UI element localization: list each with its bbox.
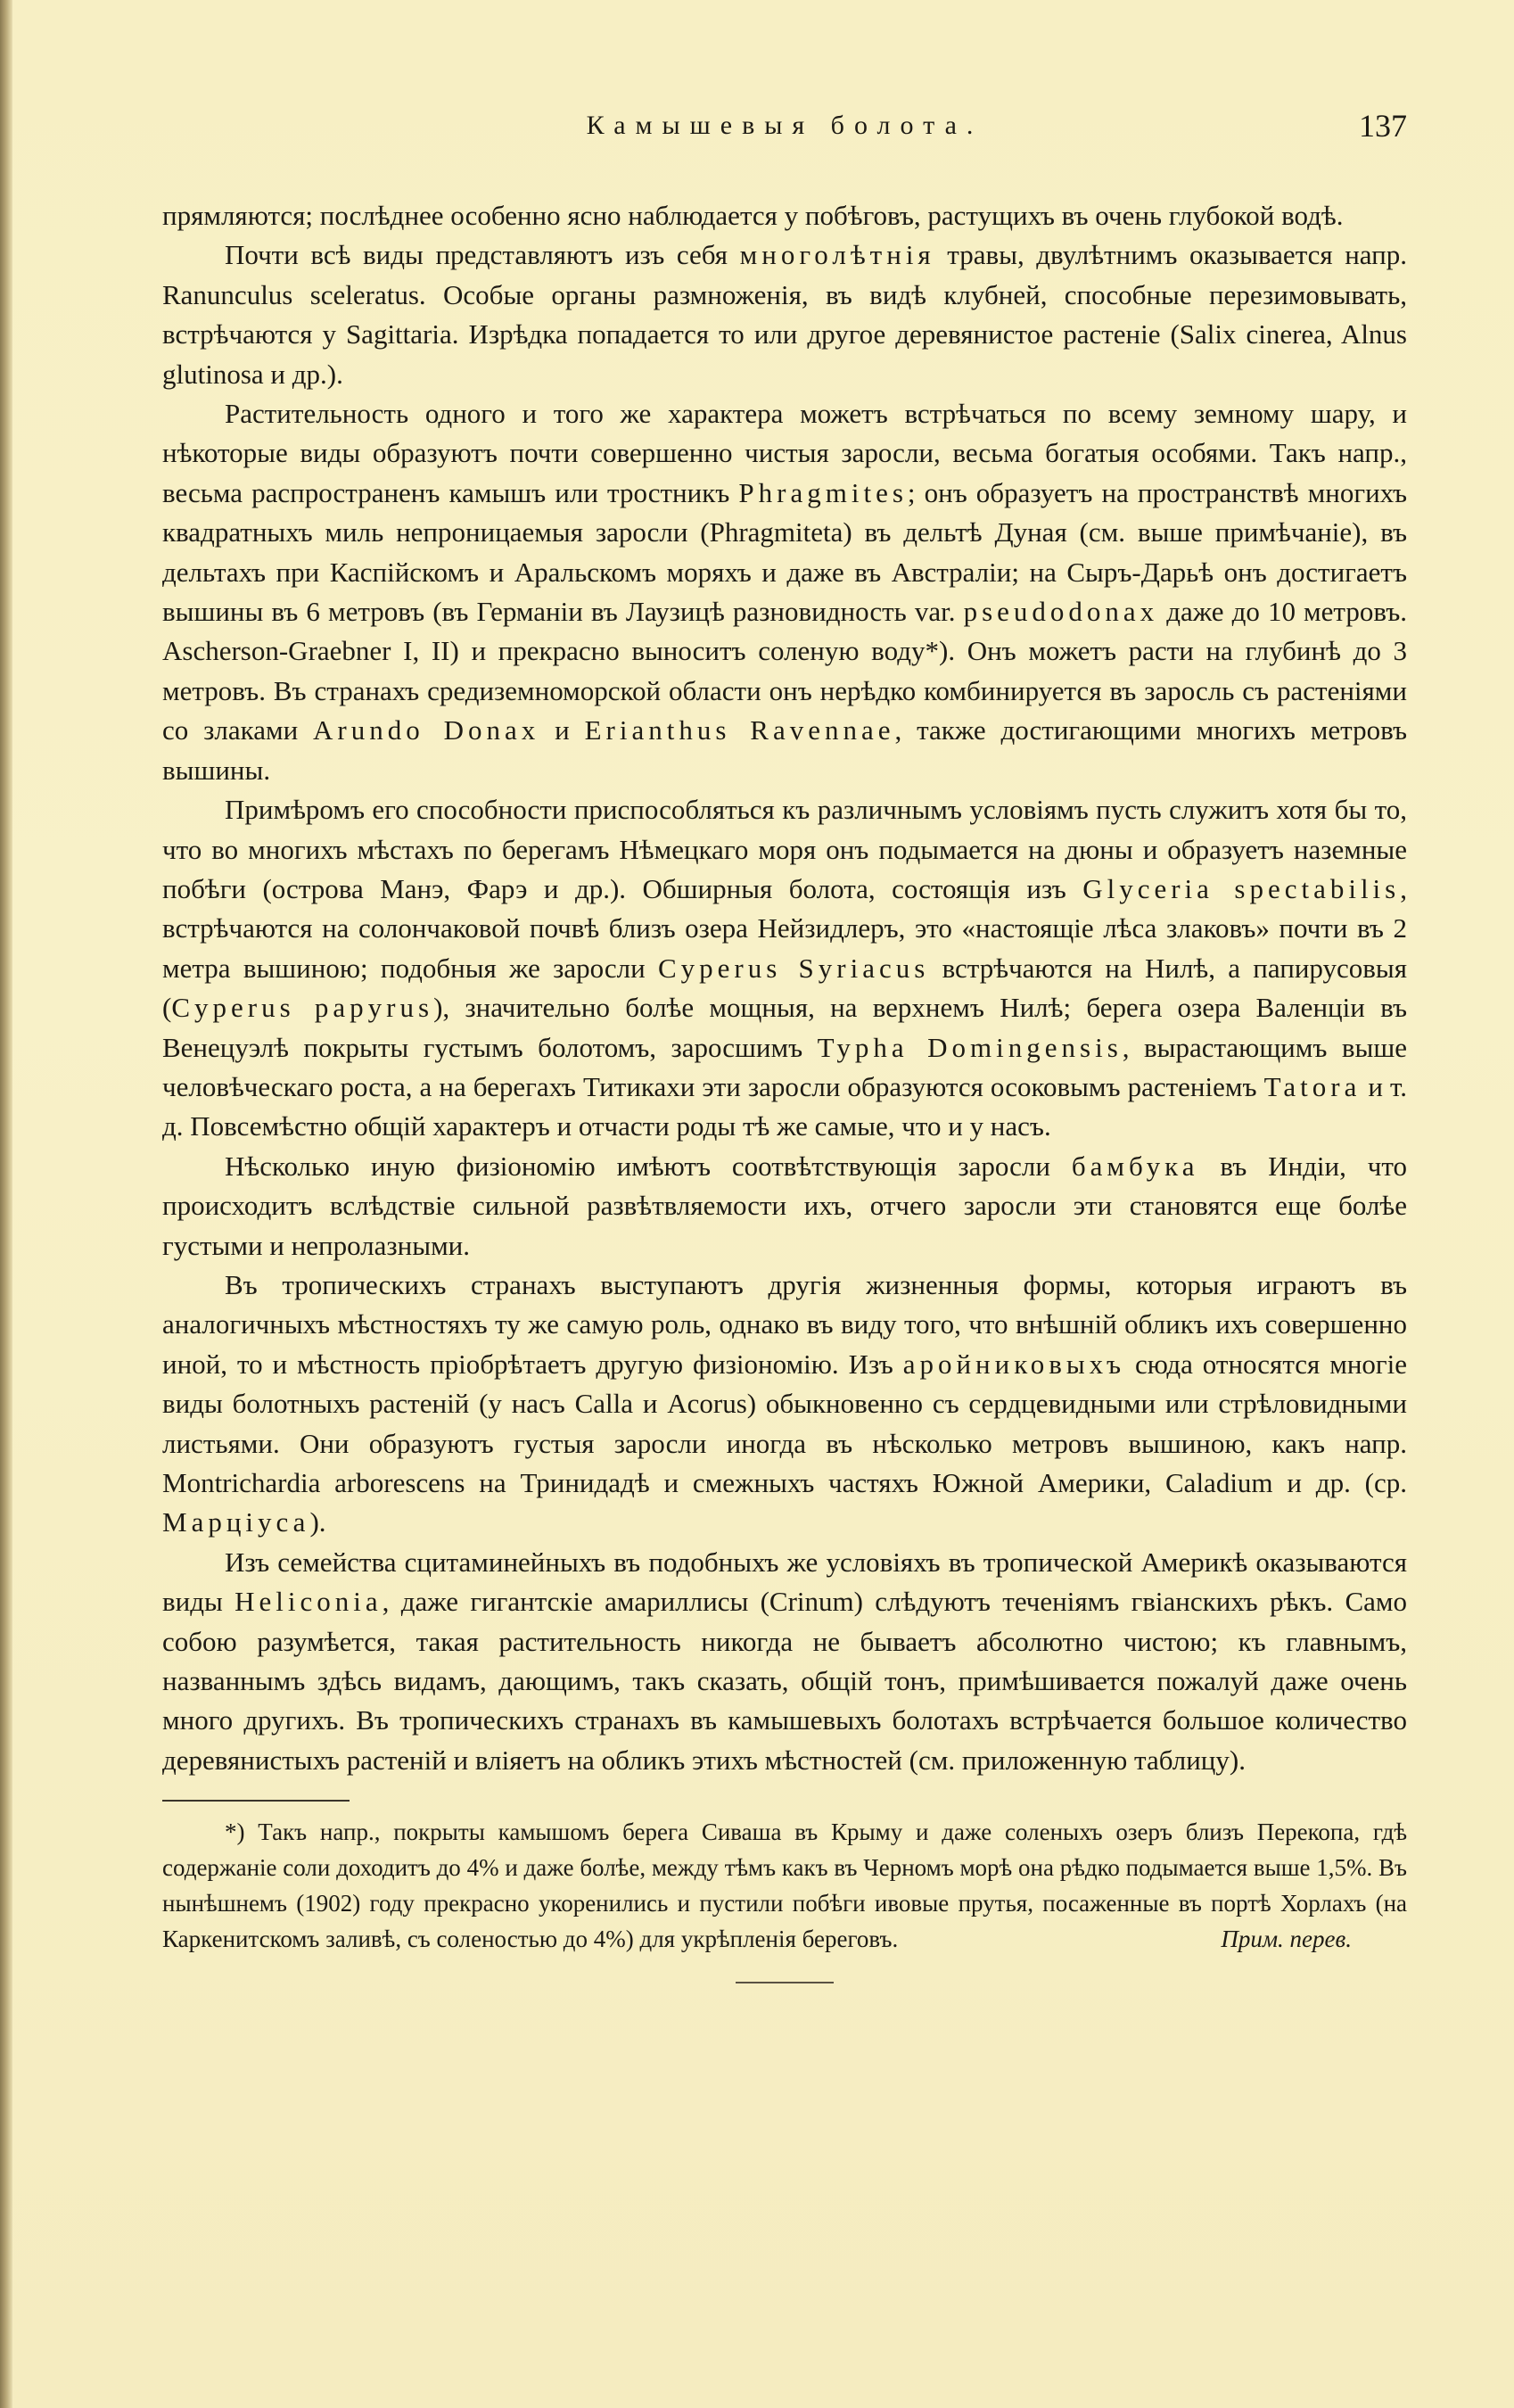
spaced-term: Марціуса xyxy=(162,1506,310,1538)
spaced-term: Erianthus Ravennae xyxy=(584,714,895,746)
spaced-term: Cyperus papyrus xyxy=(171,992,434,1024)
text-run: Примѣромъ его способности приспособляться къ различнымъ условіямъ пусть служитъ хотя бы то, что во многихъ мѣстахъ по берегамъ Нѣмецкаго моря онъ подымается на дюны и образуетъ наземные побѣги (острова Манэ, Фарэ и др.). Обширныя болота, состоящія изъ xyxy=(162,794,1407,904)
footnote xyxy=(162,1814,1407,1957)
spaced-term: Arundo Donax xyxy=(313,714,540,746)
paragraph-6 xyxy=(162,1266,1407,1543)
paragraph-7 xyxy=(162,1543,1407,1780)
text-run: ; онъ образуетъ на пространствѣ многихъ квадратныхъ миль непроницаемыя заросли (Phragmiteta) въ дельтѣ Дуная (см. выше примѣчаніе), въ дельтахъ при Каспійскомъ и Аральскомъ моряхъ и даже въ Австраліи; на Сыръ-Дарьѣ онъ достигаетъ вышины въ 6 метровъ (въ Германіи въ Лаузицѣ разновидность var. xyxy=(162,476,1408,628)
text-run: , встрѣчаются на солончаковой почвѣ близъ озера Нейзидлеръ, это «настоящіе лѣса злаковъ» почти въ 2 метра вышиною; подобныя же заросли xyxy=(162,872,1407,984)
paragraph-3 xyxy=(162,394,1407,790)
text-run: травы, двулѣтнимъ оказывается напр. Ranunculus sceleratus. Особые органы размноженія, въ видѣ клубней, способные перезимовывать, встрѣчаются у Sagittaria. Изрѣдка попадается то или другое деревянистое растеніе (Salix cinerea, Alnus glutinosa и др.). xyxy=(162,239,1408,390)
text-run: прямляются; послѣднее особенно ясно наблюдается у побѣговъ, растущихъ въ очень глубокой водѣ. xyxy=(162,200,1344,231)
page-header xyxy=(162,105,1407,159)
paragraph-5 xyxy=(162,1147,1407,1266)
spaced-term: pseudodonax xyxy=(963,596,1159,628)
spaced-term: Tatora xyxy=(1263,1070,1362,1102)
text-run: даже до 10 метровъ. Ascherson-Graebner I, II) и прекрасно выноситъ соленую воду*). Онъ можетъ расти на глубинѣ до 3 метровъ. Въ странахъ средиземноморской области онъ нерѣдко комбинируется въ заросль съ растеніями со злаками xyxy=(162,596,1407,746)
spaced-term: Heliconia xyxy=(235,1586,383,1618)
book-page xyxy=(162,105,1407,1983)
paragraph-1 xyxy=(162,196,1407,235)
text-run: , также достигающими многихъ метровъ вышины. xyxy=(162,714,1408,786)
spaced-term: Cyperus Syriacus xyxy=(657,952,930,984)
page-number: 137 xyxy=(1359,108,1407,144)
paragraph-4 xyxy=(162,790,1407,1147)
text-run: , вырастающимъ выше человѣческаго роста, а на берегахъ Титикахи эти заросли образуются осоковымъ растеніемъ xyxy=(162,1031,1407,1102)
spaced-term: Typha Domingensis xyxy=(817,1031,1123,1063)
text-run: Въ тропическихъ странахъ выступаютъ другія жизненныя формы, которыя играютъ въ аналогичныхъ мѣстностяхъ ту же самую роль, однако въ виду того, что внѣшній обликъ ихъ совершенно иной, то и мѣстность пріобрѣтаетъ другую физіономію. Изъ xyxy=(162,1268,1407,1380)
text-run: , даже гигантскіе амариллисы (Crinum) слѣдуютъ теченіямъ гвіанскихъ рѣкъ. Само собою разумѣется, такая растительность никогда не бываетъ абсолютно чистою; къ главнымъ, названнымъ здѣсь видамъ, дающимъ, такъ сказать, общій тонъ, примѣшивается пожалуй даже очень много другихъ. Въ тропическихъ странахъ въ камышевыхъ болотахъ встрѣчается большое количество деревянистыхъ растеній и вліяетъ на обликъ этихъ мѣстностей (см. приложенную таблицу). xyxy=(162,1586,1408,1776)
footnote-signature: Прим. перев. xyxy=(1221,1926,1352,1953)
footnote-text: *) Такъ напр., покрыты камышомъ берега Сиваша въ Крыму и даже соленыхъ озеръ близъ Перекопа, гдѣ содержаніе соли доходитъ до 4% и даже болѣе, между тѣмъ какъ въ Черномъ морѣ она рѣдко подымается выше 1,5%. Въ нынѣшнемъ (1902) году прекрасно укоренились и пустили побѣги ивовые прутья, посаженные въ портѣ Хорлахъ (на Каркенитскомъ заливѣ, съ соленостью до 4%) для укрѣпленія береговъ. xyxy=(162,1818,1407,1953)
text-run: ), значительно болѣе мощныя, на верхнемъ Нилѣ; берега озера Валенціи въ Венецуэлѣ покрыты густымъ болотомъ, заросшимъ xyxy=(162,992,1407,1063)
end-divider xyxy=(736,1982,834,1983)
text-run: Почти всѣ виды представляютъ изъ себя xyxy=(225,239,740,271)
text-run: встрѣчаются на Нилѣ, а папирусовыя ( xyxy=(162,952,1407,1024)
footnote-divider xyxy=(162,1800,350,1802)
text-run: Растительность одного и того же характера можетъ встрѣчаться по всему земному шару, и нѣкоторые виды образуютъ почти совершенно чистыя заросли, весьма богатыя особями. Такъ напр., весьма распространенъ камышъ или тростникъ xyxy=(162,398,1407,508)
text-run: и xyxy=(539,714,585,746)
page-body xyxy=(162,196,1407,1780)
text-run: въ Индіи, что происходитъ вслѣдствіе сильной развѣтвляемости ихъ, отчего заросли эти становятся еще болѣе густыми и непролазными. xyxy=(162,1150,1407,1261)
text-run: и т. д. Повсемѣстно общій характеръ и отчасти роды тѣ же самые, что и у насъ. xyxy=(162,1070,1408,1142)
spaced-term: многолѣтнія xyxy=(739,239,935,271)
spaced-term: Glyceria spectabilis xyxy=(1082,872,1401,904)
spaced-term: Phragmites xyxy=(738,476,908,508)
text-run: Изъ семейства сцитаминейныхъ въ подобныхъ же условіяхъ въ тропической Америкѣ оказываются виды xyxy=(162,1546,1407,1618)
book-spine-edge xyxy=(0,0,12,2408)
spaced-term: бамбука xyxy=(1071,1150,1199,1182)
text-run: сюда относятся многіе виды болотныхъ растеній (у насъ Calla и Acorus) обыкновенно съ сердцевидными или стрѣловидными листьями. Они образуютъ густыя заросли иногда въ нѣсколько метровъ вышиною, какъ напр. Montrichardia arborescens на Тринидадѣ и смежныхъ частяхъ Южной Америки, Caladium и др. (ср. xyxy=(162,1348,1407,1498)
paragraph-2 xyxy=(162,235,1407,394)
running-title: Камышевыя болота. xyxy=(586,111,983,140)
text-run: ). xyxy=(309,1506,326,1538)
spaced-term: аройниковыхъ xyxy=(902,1348,1126,1380)
text-run: Нѣсколько иную физіономію имѣютъ соотвѣтствующія заросли xyxy=(225,1150,1072,1182)
